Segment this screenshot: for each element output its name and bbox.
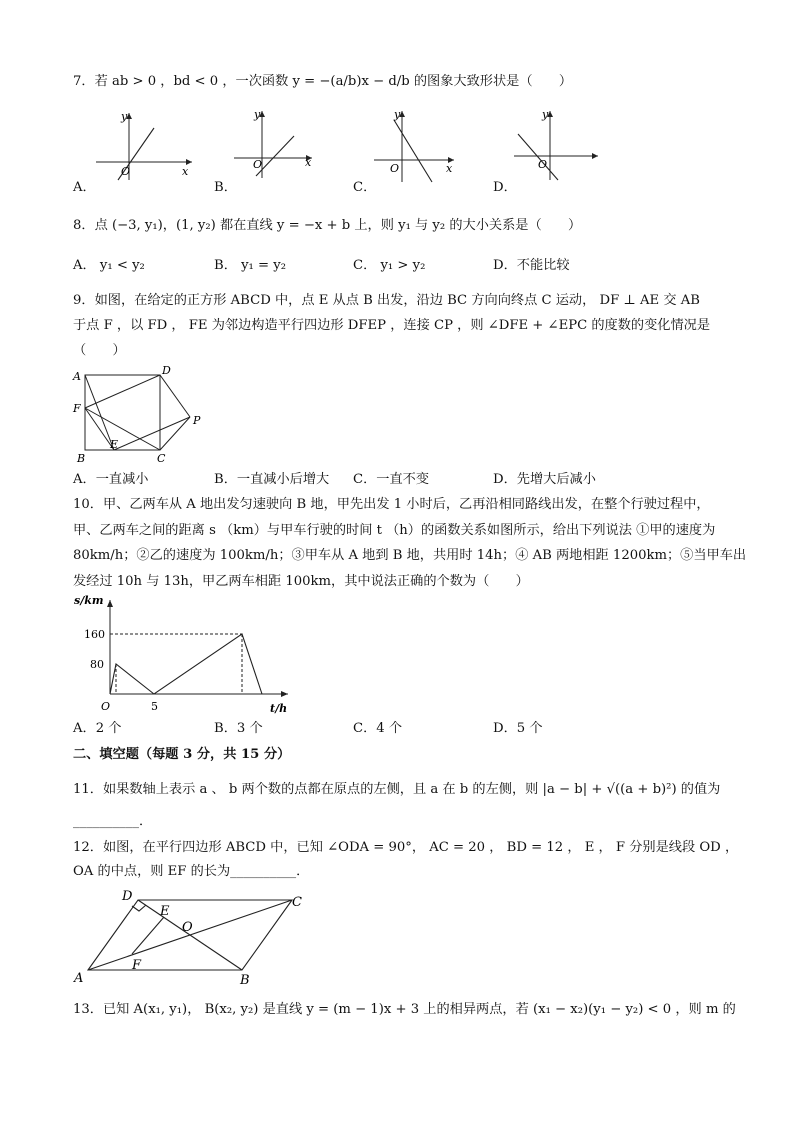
q9-square-figure: [70, 364, 210, 468]
q7a-x-label: x: [182, 165, 189, 178]
q13-line1: 13．已知 A(x₁, y₁)， B(x₂, y₂) 是直线 y = (m − 1)x + 3 上的相异两点，若 (x₁ − x₂)(y₁ − y₂) < 0 ，则 m 的: [73, 1002, 736, 1017]
q12-line1: 12．如图，在平行四边形 ABCD 中，已知 ∠ODA = 90°， AC = 20 ， BD = 12 ， E ， F 分别是线段 OD ，: [73, 840, 739, 855]
q9-option-c: C．一直不变: [353, 472, 430, 487]
q7-option-a: A．: [73, 180, 96, 195]
q12-label-d: D: [122, 889, 133, 904]
q7a-y-label: y: [121, 110, 128, 123]
q7-graph-d: [512, 108, 602, 184]
q11-line2: __________．: [73, 814, 153, 829]
q7d-y-label: y: [542, 108, 549, 121]
q9-option-a: A．一直减小: [73, 472, 149, 487]
q9-label-f: F: [73, 402, 81, 415]
q10-option-b: B．3 个: [214, 721, 263, 736]
q9-label-a: A: [73, 370, 81, 383]
q9-label-b: B: [77, 452, 86, 465]
q7-option-c: C．: [353, 180, 377, 195]
q7-option-d: D．: [493, 180, 517, 195]
q9-label-d: D: [162, 364, 171, 377]
q12-label-a: A: [74, 971, 84, 986]
q7-option-b: B．: [214, 180, 237, 195]
q9-label-e: E: [110, 438, 119, 451]
q10-tick-80: 80: [90, 658, 104, 671]
q12-label-b: B: [240, 973, 250, 988]
q9-label-c: C: [157, 452, 166, 465]
q9-label-p: P: [193, 414, 201, 427]
q10-tick-5: 5: [151, 700, 158, 713]
q7b-origin-label: O: [253, 158, 263, 171]
q10-x-axis-label: t/h: [270, 702, 288, 715]
q7b-x-label: x: [305, 156, 312, 169]
q10-line2: 甲、乙两车之间的距离 s （km）与甲车行驶的时间 t （h）的函数关系如图所示，给出下列说法 ①甲的速度为: [73, 523, 716, 538]
q10-option-c: C．4 个: [353, 721, 403, 736]
q10-line3: 80km/h；②乙的速度为 100km/h；③甲车从 A 地到 B 地，共用时 14h；④ AB 两地相距 1200km；⑤当甲车出: [73, 548, 747, 563]
q12-line2: OA 的中点，则 EF 的长为__________．: [73, 864, 310, 879]
q8-text: 8．点 (−3, y₁)，(1, y₂) 都在直线 y = −x + b 上，则 y₁ 与 y₂ 的大小关系是（ ）: [73, 218, 582, 233]
q7-text: 7．若 ab > 0 ，bd < 0 ，一次函数 y = −(a/b)x − d/b 的图象大致形状是（ ）: [73, 74, 573, 89]
q10-y-axis-label: s/km: [74, 594, 104, 607]
q12-label-o: O: [182, 920, 193, 935]
q10-option-a: A．2 个: [73, 721, 122, 736]
q12-label-f: F: [132, 958, 142, 973]
q10-option-d: D．5 个: [493, 721, 543, 736]
q7a-origin-label: O: [121, 165, 131, 178]
q8-option-c: C． y₁ > y₂: [353, 258, 426, 273]
q12-label-c: C: [292, 895, 302, 910]
q7-graph-a: [92, 110, 198, 182]
q7c-origin-label: O: [390, 162, 400, 175]
q10-tick-160: 160: [84, 628, 105, 641]
q11-line1: 11．如果数轴上表示 a 、 b 两个数的点都在原点的左侧，且 a 在 b 的左侧，则 |a − b| + √((a + b)²) 的值为: [73, 782, 721, 797]
q7c-x-label: x: [446, 162, 453, 175]
q8-option-b: B． y₁ = y₂: [214, 258, 286, 273]
q7c-y-label: y: [394, 108, 401, 121]
q9-line3: （ ）: [73, 343, 126, 358]
q9-line1: 9．如图，在给定的正方形 ABCD 中，点 E 从点 B 出发，沿边 BC 方向向终点 C 运动， DF ⊥ AE 交 AB: [73, 293, 700, 308]
q7-graph-b: [232, 108, 316, 180]
q8-option-a: A． y₁ < y₂: [73, 258, 145, 273]
q7-graph-c: [372, 108, 458, 186]
q8-option-d: D．不能比较: [493, 258, 570, 273]
q10-origin-label: O: [101, 700, 111, 713]
q10-distance-graph: [70, 592, 300, 718]
q9-option-b: B．一直减小后增大: [214, 472, 330, 487]
q12-parallelogram-figure: [70, 884, 320, 988]
q10-line1: 10．甲、乙两车从 A 地出发匀速驶向 B 地，甲先出发 1 小时后，乙再沿相同路线出发，在整个行驶过程中，: [73, 497, 710, 512]
q10-line4: 发经过 10h 与 13h，甲乙两车相距 100km，其中说法正确的个数为（ ）: [73, 574, 529, 589]
q7b-y-label: y: [254, 108, 261, 121]
q9-option-d: D．先增大后减小: [493, 472, 596, 487]
q9-line2: 于点 F ，以 FD ， FE 为邻边构造平行四边形 DFEP ，连接 CP ，则 ∠DFE + ∠EPC 的度数的变化情况是: [73, 318, 711, 333]
section-2-heading: 二、填空题（每题 3 分，共 15 分）: [73, 747, 291, 762]
q12-label-e: E: [160, 904, 170, 919]
q7d-origin-label: O: [538, 158, 548, 171]
